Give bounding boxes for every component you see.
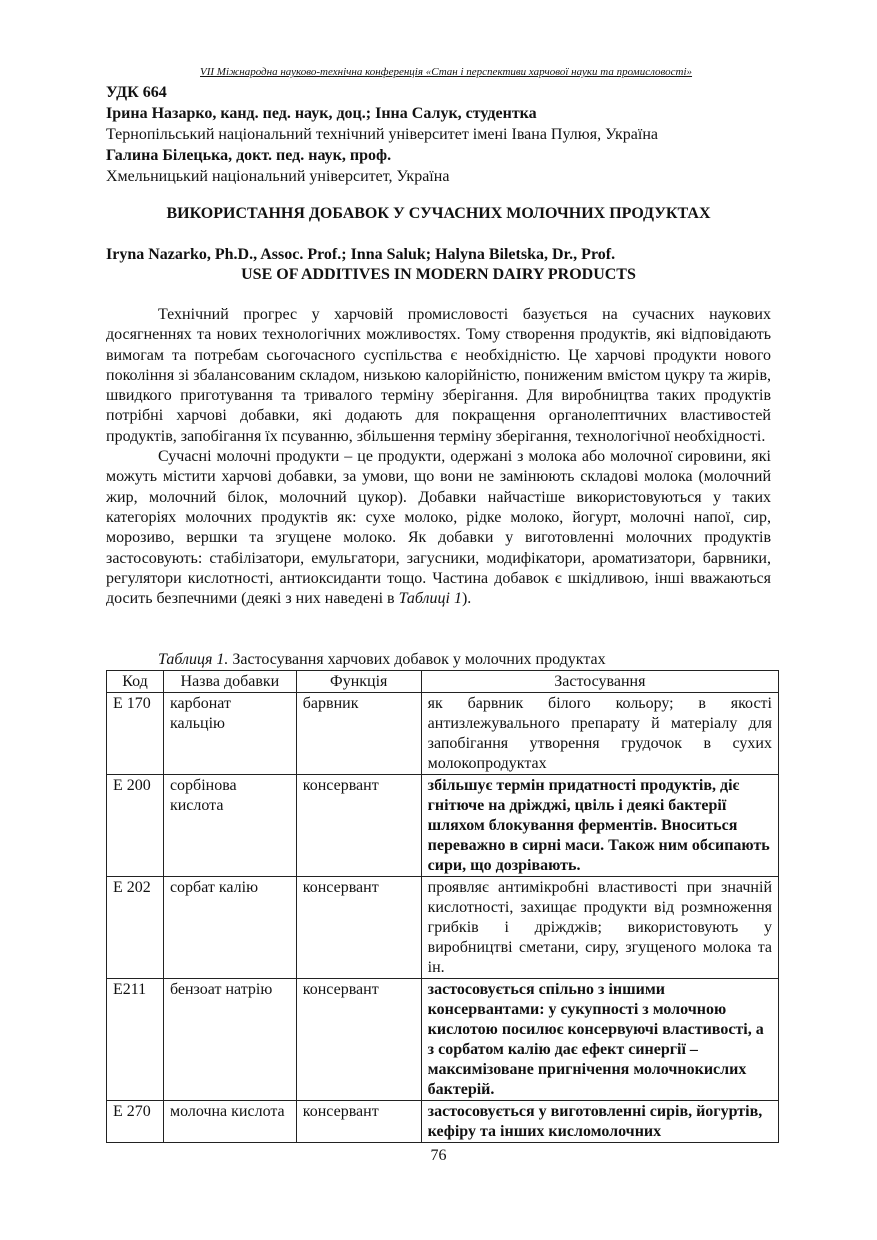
cell-code: Е 202 (107, 877, 164, 979)
cell-usage: як барвник білого кольору; в якості антизлежувального препарату й матеріалу для запобігання утворення грудочок в сухих молокопродуктах (421, 693, 778, 775)
udc-code: УДК 664 (106, 84, 167, 101)
author-names-1: Ірина Назарко, канд. пед. наук, доц.; Інна Салук, студентка (106, 105, 537, 122)
header-function: Функція (296, 671, 421, 693)
cell-function: консервант (296, 775, 421, 877)
table-caption (158, 650, 606, 670)
cell-code: Е211 (107, 979, 164, 1101)
article-meta (106, 82, 658, 187)
cell-function: консервант (296, 877, 421, 979)
cell-name: бензоат натрію (163, 979, 296, 1101)
table-row (107, 979, 779, 1101)
conference-header: VII Міжнародна науково-технічна конференція «Стан і перспективи харчової науки та промисловості» (200, 66, 693, 78)
cell-name: сорбат калію (163, 877, 296, 979)
cell-usage: збільшує термін придатності продуктів, діє гнітюче на дріжджі, цвіль і деякі бактерії шляхом блокування ферментів. Вноситься переважно в сирні маси. Також ним обсипають сири, що дозрівають. (421, 775, 778, 877)
title-ukrainian: ВИКОРИСТАННЯ ДОБАВОК У СУЧАСНИХ МОЛОЧНИХ ПРОДУКТАХ (166, 205, 711, 222)
additives-table (106, 670, 779, 1143)
body-text (106, 305, 771, 609)
table-caption-text: Застосування харчових добавок у молочних продуктах (228, 651, 606, 668)
paragraph-2-text: Сучасні молочні продукти – це продукти, одержані з молока або молочної сировини, які можуть містити харчові добавки, за умови, що вони не замінюють складові молока (молочний жир, молочний білок, молочний цукор). Добавки найчастіше використовуються у таких категоріях молочних продуктів як: сухе молоко, рідке молоко, йогурт, молочні напої, сир, морозиво, вершки та згущене молоко. Як добавки у виготовленні молочних продуктів застосовують: стабілізатори, емульгатори, загусники, модифікатори, ароматизатори, барвники, регулятори кислотності, антиоксиданти тощо. Частина добавок є шкідливою, інші вважаються досить безпечними (деякі з них наведені в (106, 448, 771, 608)
paragraph-2-end: ). (461, 590, 472, 608)
authors-english: Iryna Nazarko, Ph.D., Assoc. Prof.; Inna Saluk; Halyna Biletska, Dr., Prof. (106, 246, 616, 263)
author-names-2: Галина Білецька, докт. пед. наук, проф. (106, 147, 392, 164)
cell-usage: проявляє антимікробні властивості при значній кислотності, захищає продукти від розмноження грибків і дріжджів; використовують у виробництві сметани, сиру, згущеного молока та ін. (421, 877, 778, 979)
cell-usage: застосовується спільно з іншими консервантами: у сукупності з молочною кислотою посилює консервуючі властивості, а з сорбатом калію дає ефект синергії – максимізоване пригнічення молочнокислих бактерій. (421, 979, 778, 1101)
cell-function: консервант (296, 1101, 421, 1143)
table-row (107, 775, 779, 877)
title-english: USE OF ADDITIVES IN MODERN DAIRY PRODUCTS (241, 266, 636, 283)
header-name: Назва добавки (163, 671, 296, 693)
page-number: 76 (430, 1147, 447, 1164)
cell-code: Е 170 (107, 693, 164, 775)
paragraph-1: Технічний прогрес у харчовій промисловості базується на сучасних наукових досягненнях та нових технологічних можливостях. Тому створення продуктів, які відповідають вимогам та потребам сьогочасного суспільства є необхідністю. Це харчові продукти нового покоління зі збалансованим складом, низькою калорійністю, пониженим вмістом цукру та жирів, швидкого приготування та тривалого терміну зберігання. Для виробництва таких продуктів потрібні харчові добавки, які додають для покращення органолептичних властивостей продуктів, запобігання їх псуванню, збільшення терміну зберігання, технологічної необхідності. (106, 306, 771, 445)
cell-function: барвник (296, 693, 421, 775)
table-header-row (107, 671, 779, 693)
cell-code: Е 270 (107, 1101, 164, 1143)
cell-code: Е 200 (107, 775, 164, 877)
header-usage: Застосування (421, 671, 778, 693)
author-affiliation-1: Тернопільський національний технічний університет імені Івана Пулюя, Україна (106, 126, 658, 143)
table-row (107, 877, 779, 979)
cell-name: сорбінова кислота (163, 775, 296, 877)
paragraph-2 (106, 447, 771, 609)
header-code: Код (107, 671, 164, 693)
cell-name: карбонат кальцію (163, 693, 296, 775)
cell-name: молочна кислота (163, 1101, 296, 1143)
table-row (107, 1101, 779, 1143)
table-reference: Таблиці 1 (398, 590, 462, 608)
cell-function: консервант (296, 979, 421, 1101)
table-caption-label: Таблиця 1. (158, 651, 229, 668)
table-row (107, 693, 779, 775)
cell-usage: застосовується у виготовленні сирів, йогуртів, кефіру та інших кисломолочних (421, 1101, 778, 1143)
author-affiliation-2: Хмельницький національний університет, Україна (106, 168, 450, 185)
